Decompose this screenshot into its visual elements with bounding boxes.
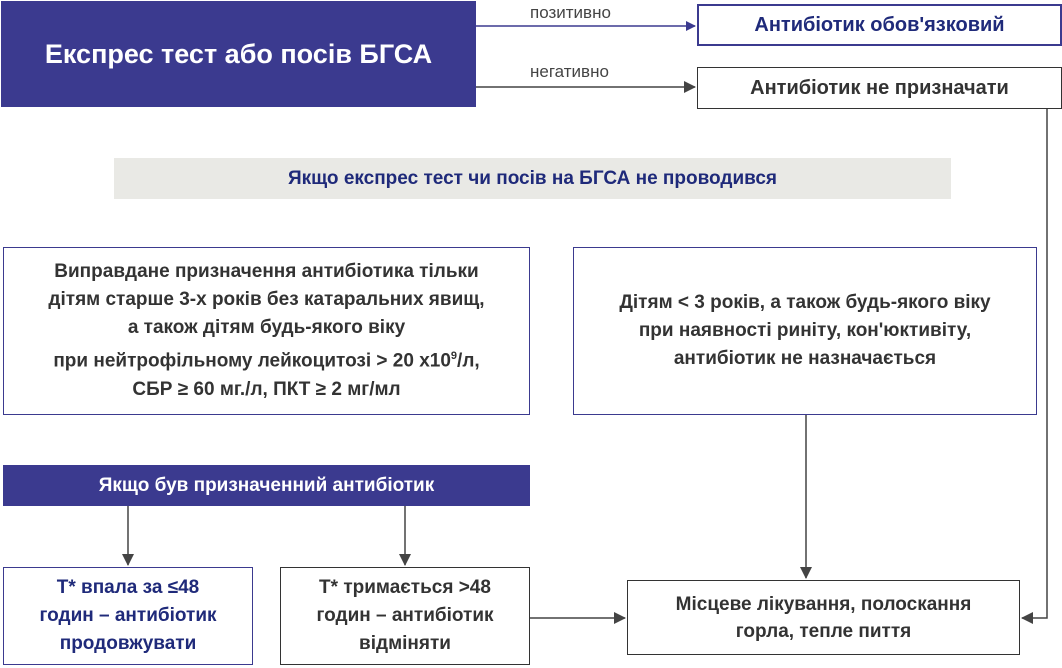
temp-down-line-1: Т* впала за ≤48	[56, 577, 200, 598]
temp-down-box	[3, 567, 253, 665]
temp-up-line-2: годин – антибіотик	[316, 605, 494, 626]
express-test-title: Експрес тест або посів БГСА	[44, 38, 433, 69]
temp-down-line-3: продовжувати	[59, 633, 197, 654]
result-negative-text: Антибіотик не призначати	[750, 76, 1009, 99]
justified-line-3: а також дітям будь-якого віку	[127, 317, 406, 339]
result-positive-box	[697, 4, 1062, 46]
result-negative-box	[697, 67, 1062, 109]
justified-line-4-post: /л,	[457, 350, 480, 372]
edge-label-positive: позитивно	[530, 3, 611, 22]
justified-antibiotic-box	[3, 247, 530, 415]
edge-label-negative: негативно	[530, 62, 609, 81]
not-done-banner-text: Якщо експрес тест чи посів на БГСА не проводився	[287, 167, 777, 189]
local-treatment-box	[627, 580, 1020, 655]
not-done-banner	[114, 158, 951, 199]
express-test-box	[1, 1, 476, 107]
justified-line-4-pre: при нейтрофільному лейкоцитозі > 20 х10	[53, 350, 451, 372]
justified-line-4	[53, 342, 479, 375]
no-antibiotic-line-3: антибіотик не назначається	[673, 348, 937, 369]
temp-down-line-2: годин – антибіотик	[39, 605, 217, 626]
temp-up-box	[280, 567, 530, 665]
justified-line-2: дітям старше 3-х років без катаральних явищ,	[48, 289, 485, 311]
temp-up-line-1: Т* тримається >48	[319, 577, 491, 598]
justified-line-4-sup: 9	[450, 350, 458, 363]
result-positive-text: Антибіотик обов'язковий	[754, 13, 1005, 36]
no-antibiotic-line-1: Дітям < 3 років, а також будь-якого віку	[619, 292, 991, 313]
local-treatment-line-2: горла, тепле пиття	[735, 620, 912, 642]
justified-line-1: Виправдане призначення антибіотика тільки	[54, 261, 479, 283]
no-antibiotic-line-2: при наявності риніту, кон'юктивіту,	[638, 320, 972, 341]
justified-line-5: СБР ≥ 60 мг./л, ПКТ ≥ 2 мг/мл	[132, 378, 401, 400]
temp-up-line-3: відміняти	[359, 633, 451, 654]
no-antibiotic-box	[573, 247, 1037, 415]
local-treatment-line-1: Місцеве лікування, полоскання	[675, 593, 972, 615]
if-prescribed-banner-text: Якщо був призначенний антибіотик	[98, 474, 435, 496]
if-prescribed-banner	[3, 465, 530, 506]
